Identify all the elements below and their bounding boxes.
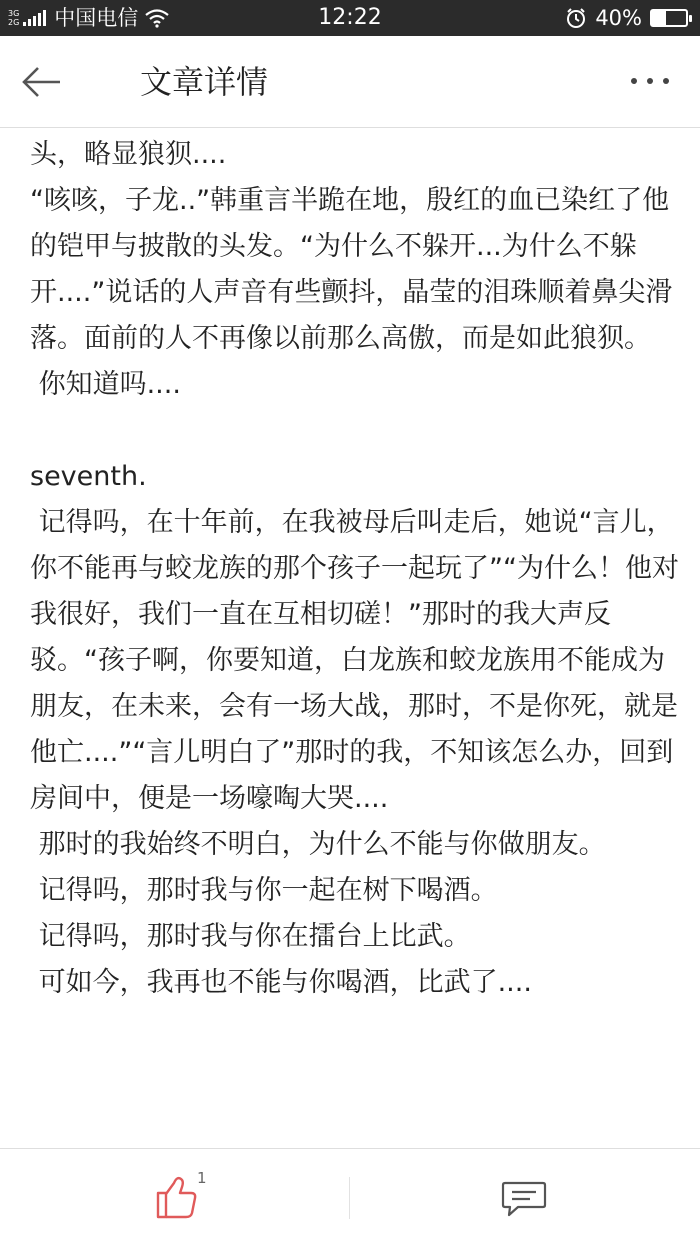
thumbs-up-icon[interactable] — [150, 1171, 220, 1221]
carrier-name: 中国电信 — [54, 6, 139, 30]
bottom-action-bar — [0, 1148, 700, 1244]
network-type-bottom: 2G — [8, 18, 20, 27]
article-paragraph: 可如今，我再也不能与你喝酒，比武了.... — [30, 967, 532, 998]
alarm-icon — [565, 7, 587, 29]
bottom-divider — [349, 1177, 350, 1219]
article-body — [30, 132, 680, 1142]
more-dots-icon[interactable] — [628, 66, 672, 96]
article-paragraph: 你知道吗.... — [30, 369, 181, 400]
battery-percent: 40% — [595, 6, 642, 30]
article-paragraph: “咳咳，子龙..”韩重言半跪在地，殷红的血已染红了他的铠甲与披散的头发。“为什么不躲开...为什么不躲开....”说话的人声音有些颤抖，晶莹的泪珠顺着鼻尖滑落。面前的人不再像以前那么高傲，而是如此狼狈。 — [30, 185, 673, 354]
status-bar — [0, 0, 700, 36]
arrow-left-icon[interactable] — [18, 60, 68, 104]
network-type-top: 3G — [8, 9, 20, 18]
paragraph-spacer — [30, 408, 680, 454]
article-paragraph: 头，略显狼狈.... — [30, 139, 227, 170]
article-paragraph: 那时的我始终不明白，为什么不能与你做朋友。 — [30, 829, 606, 860]
page-title: 文章详情 — [140, 63, 269, 101]
battery-fill — [652, 11, 666, 25]
app-header — [0, 36, 700, 128]
article-paragraph: 记得吗，那时我与你在擂台上比武。 — [30, 921, 471, 952]
section-heading: seventh. — [30, 461, 147, 492]
status-time: 12:22 — [318, 5, 382, 30]
battery-icon — [650, 9, 688, 27]
status-right — [565, 4, 688, 32]
comment-icon[interactable] — [500, 1179, 548, 1219]
article-paragraph: 记得吗，那时我与你一起在树下喝酒。 — [30, 875, 498, 906]
article-paragraph: 记得吗，在十年前，在我被母后叫走后，她说“言儿，你不能再与蛟龙族的那个孩子一起玩了”“为什么！他对我很好，我们一直在互相切磋！”那时的我大声反驳。“孩子啊，你要知道，白龙族和蛟龙族用不能成为朋友，在未来，会有一场大战，那时，不是你死，就是他亡....”“言儿明白了”那时的我，不知该怎么办，回到房间中，便是一场嚎啕大哭.... — [30, 507, 679, 814]
like-count: 1 — [197, 1169, 207, 1187]
